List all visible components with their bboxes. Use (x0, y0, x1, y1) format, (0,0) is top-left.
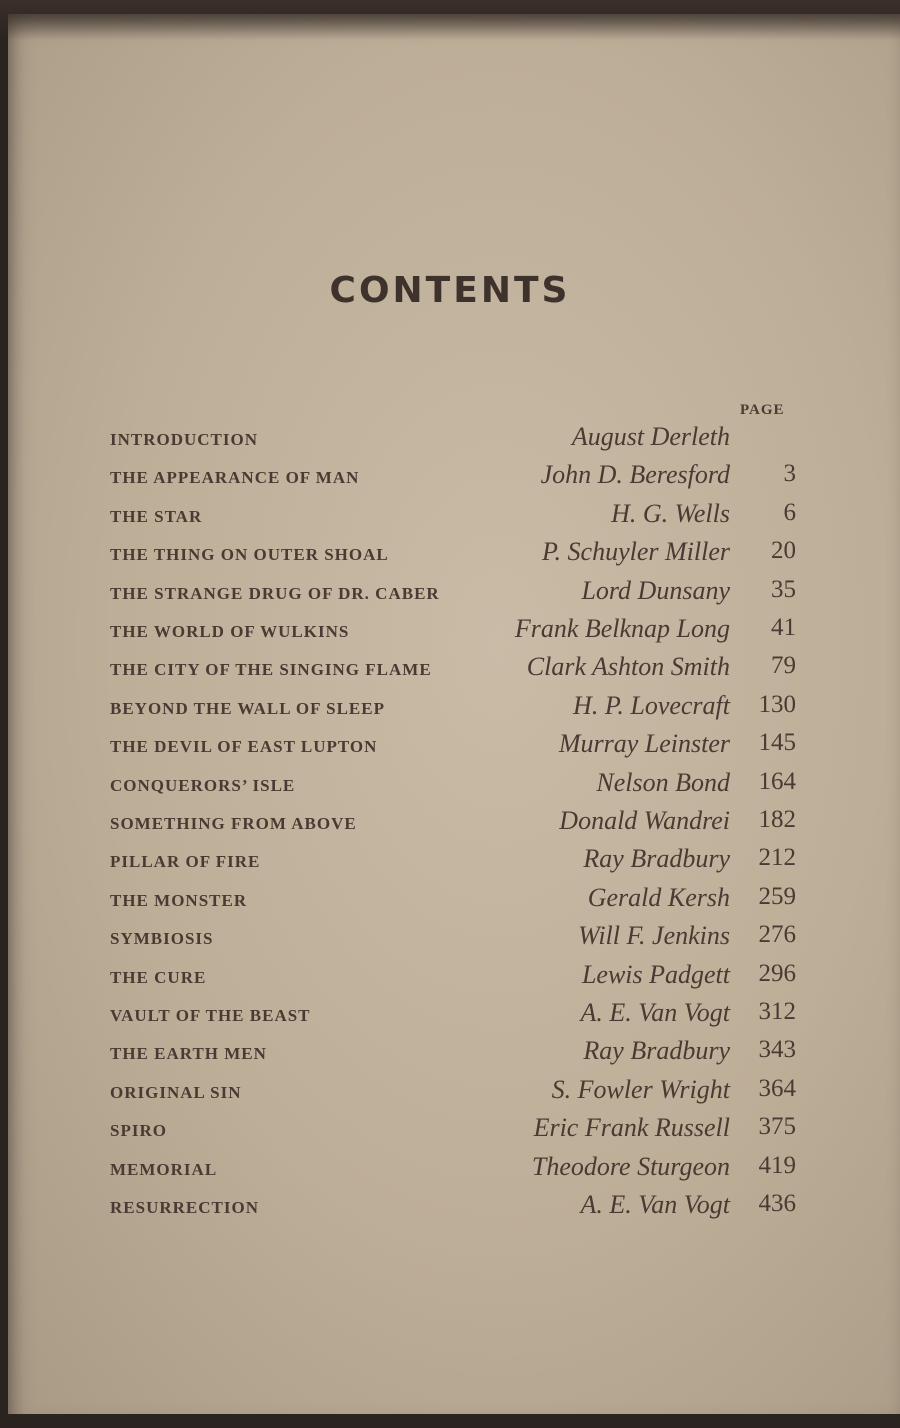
toc-entry (0, 883, 900, 917)
story-author: Ray Bradbury (583, 844, 730, 874)
story-title: THE CURE (110, 967, 207, 987)
story-author: S. Fowler Wright (551, 1074, 730, 1104)
page-number: 364 (758, 1074, 796, 1102)
toc-entry (0, 960, 900, 994)
toc-entry (0, 460, 900, 494)
toc-entry (0, 691, 900, 725)
story-author: Ray Bradbury (583, 1036, 730, 1066)
page-number: 164 (758, 767, 796, 795)
story-title: THE STAR (110, 506, 203, 526)
toc-entry (0, 729, 900, 763)
page-number: 6 (783, 498, 796, 526)
toc-entry (0, 844, 900, 878)
story-title: BEYOND THE WALL OF SLEEP (110, 698, 385, 718)
story-author: Murray Leinster (558, 729, 730, 759)
toc-entry (0, 537, 900, 571)
story-title: ORIGINAL SIN (110, 1082, 242, 1102)
story-title: CONQUERORS’ ISLE (110, 775, 296, 795)
story-author: P. Schuyler Miller (542, 537, 730, 567)
story-title: INTRODUCTION (110, 430, 259, 449)
page-number: 276 (758, 921, 796, 949)
story-title: THE WORLD OF WULKINS (110, 622, 350, 641)
story-title: THE EARTH MEN (110, 1044, 267, 1064)
page-number: 41 (771, 614, 796, 641)
story-author: Clark Ashton Smith (526, 652, 730, 682)
page-number: 312 (758, 998, 796, 1025)
page-number: 212 (758, 844, 796, 872)
toc-entry (0, 1036, 900, 1070)
toc-entry (0, 1190, 900, 1224)
page-number: 3 (783, 460, 796, 488)
story-title: SPIRO (110, 1121, 167, 1141)
toc-entry (0, 576, 900, 610)
page-number: 296 (758, 959, 796, 987)
toc-entry (0, 806, 900, 840)
toc-entry (0, 1152, 900, 1186)
page-number: 20 (771, 537, 796, 565)
page-number: 436 (758, 1190, 796, 1217)
story-author: August Derleth (571, 422, 730, 451)
toc-entry (0, 499, 900, 533)
page-number: 145 (758, 729, 796, 757)
story-title: SOMETHING FROM ABOVE (110, 814, 357, 833)
page-column-label: PAGE (740, 402, 785, 418)
page-number: 375 (758, 1113, 796, 1141)
page-number: 79 (771, 652, 796, 680)
toc-entry (0, 921, 900, 955)
story-author: Lewis Padgett (581, 959, 730, 989)
toc-entry (0, 422, 900, 456)
story-author: Theodore Sturgeon (531, 1151, 730, 1181)
page-number: 259 (758, 882, 796, 910)
page-number: 35 (771, 575, 796, 603)
toc-entry (0, 1113, 900, 1147)
story-title: THE DEVIL OF EAST LUPTON (110, 737, 378, 757)
story-author: Lord Dunsany (581, 575, 730, 605)
story-author: H. G. Wells (611, 498, 730, 528)
story-author: A. E. Van Vogt (580, 998, 730, 1027)
story-author: Frank Belknap Long (514, 614, 730, 643)
toc-entry (0, 652, 900, 686)
story-title: MEMORIAL (110, 1159, 218, 1179)
story-title: PILLAR OF FIRE (110, 852, 261, 872)
story-author: A. E. Van Vogt (580, 1190, 730, 1219)
page-number: 419 (758, 1151, 796, 1179)
page-number: 130 (758, 690, 796, 718)
toc-entry (0, 768, 900, 802)
story-title: THE THING ON OUTER SHOAL (110, 545, 389, 565)
story-title: THE CITY OF THE SINGING FLAME (110, 660, 432, 680)
story-author: Will F. Jenkins (578, 921, 730, 951)
story-author: Nelson Bond (596, 767, 730, 797)
page-title: CONTENTS (329, 270, 571, 311)
story-title: VAULT OF THE BEAST (110, 1006, 311, 1025)
story-author: H. P. Lovecraft (573, 690, 730, 720)
page-number: 343 (758, 1036, 796, 1064)
toc-entry (0, 998, 900, 1032)
story-author: John D. Beresford (540, 460, 730, 490)
story-title: THE APPEARANCE OF MAN (110, 468, 360, 488)
story-author: Donald Wandrei (559, 806, 730, 835)
story-author: Eric Frank Russell (533, 1113, 730, 1143)
story-title: SYMBIOSIS (110, 929, 214, 949)
story-title: THE STRANGE DRUG OF DR. CABER (110, 583, 440, 603)
story-title: THE MONSTER (110, 890, 248, 910)
toc-entry (0, 614, 900, 648)
toc-entry (0, 1075, 900, 1109)
page-number: 182 (758, 806, 796, 833)
story-author: Gerald Kersh (587, 882, 730, 912)
story-title: RESURRECTION (110, 1198, 259, 1217)
